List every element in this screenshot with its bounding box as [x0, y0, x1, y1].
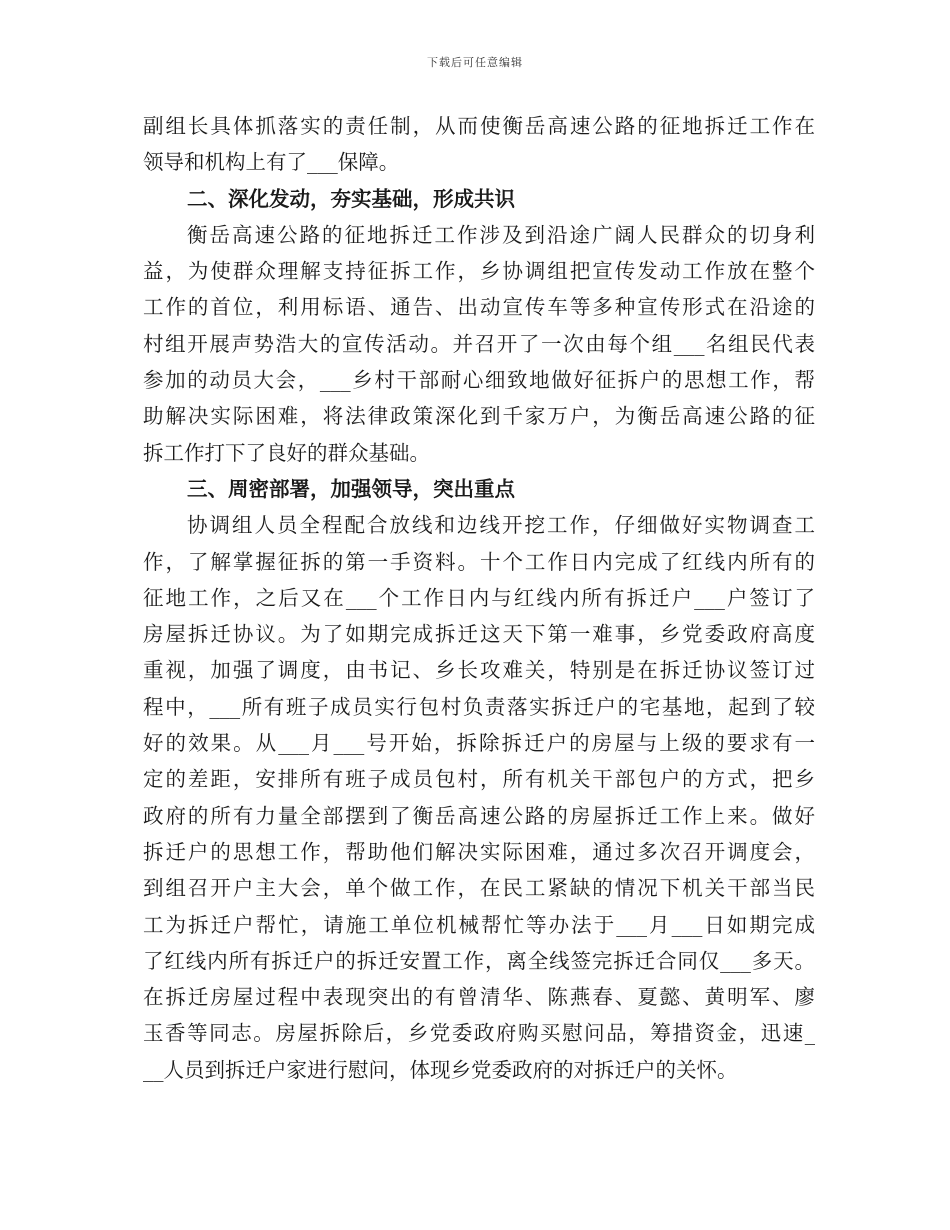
paragraph-line: 工为拆迁户帮忙，请施工单位机械帮忙等办法于___月___日如期完成 [143, 912, 815, 937]
paragraph-line: 村组开展声势浩大的宣传活动。并召开了一次由每个组___名组民代表 [143, 331, 815, 356]
section-heading: 二、深化发动，夯实基础，形成共识 [187, 186, 515, 211]
paragraph-line: 重视，加强了调度，由书记、乡长攻难关，特别是在拆迁协议签订过 [143, 658, 815, 683]
paragraph-line: 好的效果。从___月___号开始，拆除拆迁户的房屋与上级的要求有一 [143, 731, 815, 756]
paragraph-line: 程中，___所有班子成员实行包村负责落实拆迁户的宅基地，起到了较 [143, 694, 815, 719]
paragraph-line: 了红线内所有拆迁户的拆迁安置工作，离全线签完拆迁合同仅___多天。 [143, 948, 815, 973]
paragraph-last-line: 拆工作打下了良好的群众基础。 [143, 440, 430, 465]
paragraph-first-line: 衡岳高速公路的征地拆迁工作涉及到沿途广阔人民群众的切身利 [187, 222, 815, 247]
paragraph-last-line: 领导和机构上有了___保障。 [143, 150, 400, 175]
document-body [143, 108, 815, 1088]
paragraph-last-line: __人员到拆迁户家进行慰问，体现乡党委政府的对拆迁户的关怀。 [143, 1057, 738, 1082]
paragraph-line: 益，为使群众理解支持征拆工作，乡协调组把宣传发动工作放在整个 [143, 259, 815, 284]
header-note: 下载后可任意编辑 [427, 56, 523, 69]
paragraph-line: 助解决实际困难，将法律政策深化到千家万户，为衡岳高速公路的征 [143, 404, 815, 429]
paragraph-line: 到组召开户主大会，单个做工作，在民工紧缺的情况下机关干部当民 [143, 876, 815, 901]
paragraph-line: 政府的所有力量全部摆到了衡岳高速公路的房屋拆迁工作上来。做好 [143, 803, 815, 828]
paragraph-line: 工作的首位，利用标语、通告、出动宣传车等多种宣传形式在沿途的 [143, 295, 815, 320]
paragraph-line: 拆迁户的思想工作，帮助他们解决实际困难，通过多次召开调度会， [143, 839, 815, 864]
paragraph-line: 房屋拆迁协议。为了如期完成拆迁这天下第一难事，乡党委政府高度 [143, 622, 815, 647]
section-heading: 三、周密部署，加强领导，突出重点 [187, 476, 515, 501]
paragraph-first-line: 协调组人员全程配合放线和边线开挖工作，仔细做好实物调查工 [187, 513, 815, 538]
paragraph-line: 参加的动员大会，___乡村干部耐心细致地做好征拆户的思想工作，帮 [143, 368, 815, 393]
paragraph-line: 副组长具体抓落实的责任制，从而使衡岳高速公路的征地拆迁工作在 [143, 114, 815, 138]
paragraph-line: 征地工作，之后又在___个工作日内与红线内所有拆迁户___户签订了 [143, 585, 815, 610]
paragraph-line: 定的差距，安排所有班子成员包村，所有机关干部包户的方式，把乡 [143, 767, 815, 792]
paragraph-line: 玉香等同志。房屋拆除后，乡党委政府购买慰问品，筹措资金，迅速_ [143, 1021, 815, 1046]
paragraph-line: 作，了解掌握征拆的第一手资料。十个工作日内完成了红线内所有的 [143, 549, 815, 574]
paragraph-line: 在拆迁房屋过程中表现突出的有曾清华、陈燕春、夏懿、黄明军、廖 [143, 985, 815, 1010]
